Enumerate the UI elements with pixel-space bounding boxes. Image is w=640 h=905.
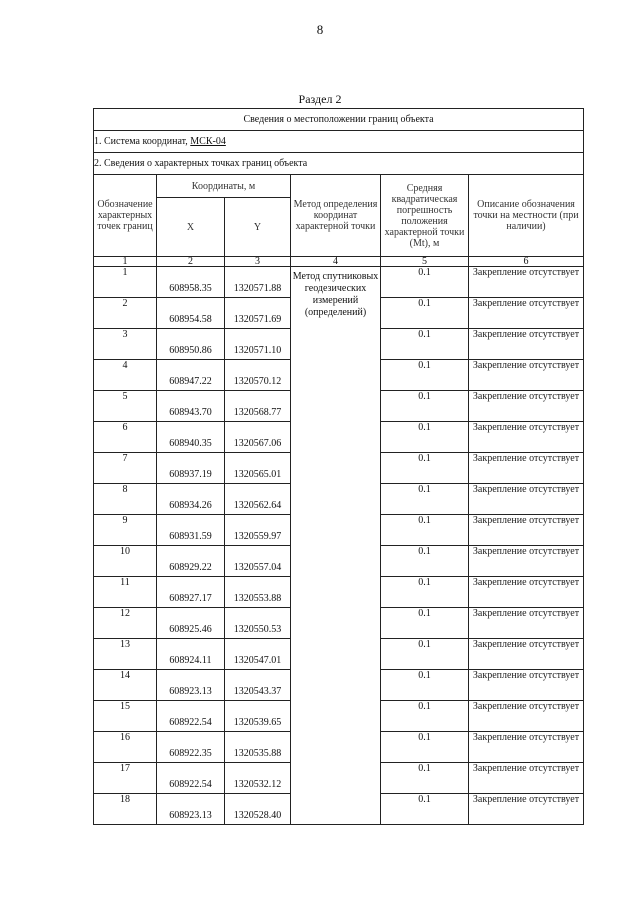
point-description: Закрепление отсутствует xyxy=(469,329,584,360)
coord-x: 608931.59 xyxy=(157,515,225,546)
coord-y: 1320535.88 xyxy=(225,732,291,763)
point-description: Закрепление отсутствует xyxy=(469,794,584,825)
point-number: 5 xyxy=(94,391,157,422)
header-y: Y xyxy=(225,198,291,257)
point-number: 2 xyxy=(94,298,157,329)
coord-x: 608947.22 xyxy=(157,360,225,391)
coord-x: 608922.54 xyxy=(157,701,225,732)
accuracy-value: 0.1 xyxy=(381,732,469,763)
point-number: 17 xyxy=(94,763,157,794)
point-description: Закрепление отсутствует xyxy=(469,670,584,701)
point-number: 18 xyxy=(94,794,157,825)
header-row-1 xyxy=(94,175,584,198)
accuracy-value: 0.1 xyxy=(381,670,469,701)
coord-y: 1320547.01 xyxy=(225,639,291,670)
accuracy-value: 0.1 xyxy=(381,267,469,298)
coord-x: 608937.19 xyxy=(157,453,225,484)
coord-y: 1320562.64 xyxy=(225,484,291,515)
coord-y: 1320567.06 xyxy=(225,422,291,453)
point-description: Закрепление отсутствует xyxy=(469,701,584,732)
column-number: 6 xyxy=(469,257,584,267)
column-number: 4 xyxy=(291,257,381,267)
point-description: Закрепление отсутствует xyxy=(469,546,584,577)
header-point: Обозначение характерных точек границ xyxy=(94,175,157,257)
coord-x: 608923.13 xyxy=(157,670,225,701)
coord-y: 1320571.69 xyxy=(225,298,291,329)
point-description: Закрепление отсутствует xyxy=(469,484,584,515)
coord-x: 608943.70 xyxy=(157,391,225,422)
coord-system xyxy=(94,131,584,153)
column-number: 1 xyxy=(94,257,157,267)
accuracy-value: 0.1 xyxy=(381,515,469,546)
coord-y: 1320571.10 xyxy=(225,329,291,360)
coord-y: 1320557.04 xyxy=(225,546,291,577)
coord-y: 1320571.88 xyxy=(225,267,291,298)
page-number: 8 xyxy=(316,22,324,37)
coord-x: 608929.22 xyxy=(157,546,225,577)
point-number: 10 xyxy=(94,546,157,577)
column-number: 3 xyxy=(225,257,291,267)
point-number: 9 xyxy=(94,515,157,546)
accuracy-value: 0.1 xyxy=(381,298,469,329)
point-number: 7 xyxy=(94,453,157,484)
accuracy-value: 0.1 xyxy=(381,577,469,608)
coord-y: 1320539.65 xyxy=(225,701,291,732)
point-number: 6 xyxy=(94,422,157,453)
coord-x: 608923.13 xyxy=(157,794,225,825)
accuracy-value: 0.1 xyxy=(381,639,469,670)
point-number: 8 xyxy=(94,484,157,515)
accuracy-value: 0.1 xyxy=(381,701,469,732)
point-number: 4 xyxy=(94,360,157,391)
point-number: 13 xyxy=(94,639,157,670)
header-method: Метод определения координат характерной точки xyxy=(291,175,381,257)
point-number: 1 xyxy=(94,267,157,298)
accuracy-value: 0.1 xyxy=(381,329,469,360)
accuracy-value: 0.1 xyxy=(381,391,469,422)
accuracy-value: 0.1 xyxy=(381,794,469,825)
coord-y: 1320532.12 xyxy=(225,763,291,794)
accuracy-value: 0.1 xyxy=(381,360,469,391)
accuracy-value: 0.1 xyxy=(381,546,469,577)
header-x: X xyxy=(157,198,225,257)
point-number: 16 xyxy=(94,732,157,763)
coord-x: 608940.35 xyxy=(157,422,225,453)
coord-x: 608922.35 xyxy=(157,732,225,763)
header-accuracy: Средняя квадратическая погрешность положения характерной точки (Mt), м xyxy=(381,175,469,257)
point-description: Закрепление отсутствует xyxy=(469,763,584,794)
coord-x: 608950.86 xyxy=(157,329,225,360)
point-description: Закрепление отсутствует xyxy=(469,515,584,546)
coord-system-label: 1. Система координат, xyxy=(94,136,188,147)
coord-x: 608954.58 xyxy=(157,298,225,329)
coord-y: 1320553.88 xyxy=(225,577,291,608)
coord-x: 608958.35 xyxy=(157,267,225,298)
column-numbers-row xyxy=(94,257,584,267)
coord-y: 1320559.97 xyxy=(225,515,291,546)
accuracy-value: 0.1 xyxy=(381,763,469,794)
point-description: Закрепление отсутствует xyxy=(469,422,584,453)
point-number: 3 xyxy=(94,329,157,360)
point-description: Закрепление отсутствует xyxy=(469,298,584,329)
header-description: Описание обозначения точки на местности (при наличии) xyxy=(469,175,584,257)
coord-y: 1320570.12 xyxy=(225,360,291,391)
point-description: Закрепление отсутствует xyxy=(469,608,584,639)
point-description: Закрепление отсутствует xyxy=(469,732,584,763)
accuracy-value: 0.1 xyxy=(381,422,469,453)
subsection-row xyxy=(94,153,584,175)
coord-y: 1320568.77 xyxy=(225,391,291,422)
point-number: 15 xyxy=(94,701,157,732)
coord-y: 1320565.01 xyxy=(225,453,291,484)
point-number: 14 xyxy=(94,670,157,701)
point-description: Закрепление отсутствует xyxy=(469,639,584,670)
boundary-points-table xyxy=(93,108,584,825)
table-title: Сведения о местоположении границ объекта xyxy=(94,109,584,131)
point-number: 12 xyxy=(94,608,157,639)
table-title-row xyxy=(94,109,584,131)
column-number: 5 xyxy=(381,257,469,267)
point-description: Закрепление отсутствует xyxy=(469,267,584,298)
point-description: Закрепление отсутствует xyxy=(469,577,584,608)
coord-system-row xyxy=(94,131,584,153)
method-cell: Метод спутниковых геодезических измерений (определений) xyxy=(291,267,381,825)
point-description: Закрепление отсутствует xyxy=(469,391,584,422)
coord-x: 608922.54 xyxy=(157,763,225,794)
header-coords: Координаты, м xyxy=(157,175,291,198)
coord-y: 1320550.53 xyxy=(225,608,291,639)
coord-x: 608934.26 xyxy=(157,484,225,515)
table-row xyxy=(94,267,584,298)
section-title: Раздел 2 xyxy=(298,92,342,106)
coord-x: 608925.46 xyxy=(157,608,225,639)
coord-system-value: МСК-04 xyxy=(190,136,226,147)
coord-x: 608924.11 xyxy=(157,639,225,670)
point-number: 11 xyxy=(94,577,157,608)
accuracy-value: 0.1 xyxy=(381,484,469,515)
subsection-title: 2. Сведения о характерных точках границ объекта xyxy=(94,153,584,175)
column-number: 2 xyxy=(157,257,225,267)
point-description: Закрепление отсутствует xyxy=(469,453,584,484)
accuracy-value: 0.1 xyxy=(381,453,469,484)
accuracy-value: 0.1 xyxy=(381,608,469,639)
coord-y: 1320528.40 xyxy=(225,794,291,825)
coord-y: 1320543.37 xyxy=(225,670,291,701)
point-description: Закрепление отсутствует xyxy=(469,360,584,391)
coord-x: 608927.17 xyxy=(157,577,225,608)
